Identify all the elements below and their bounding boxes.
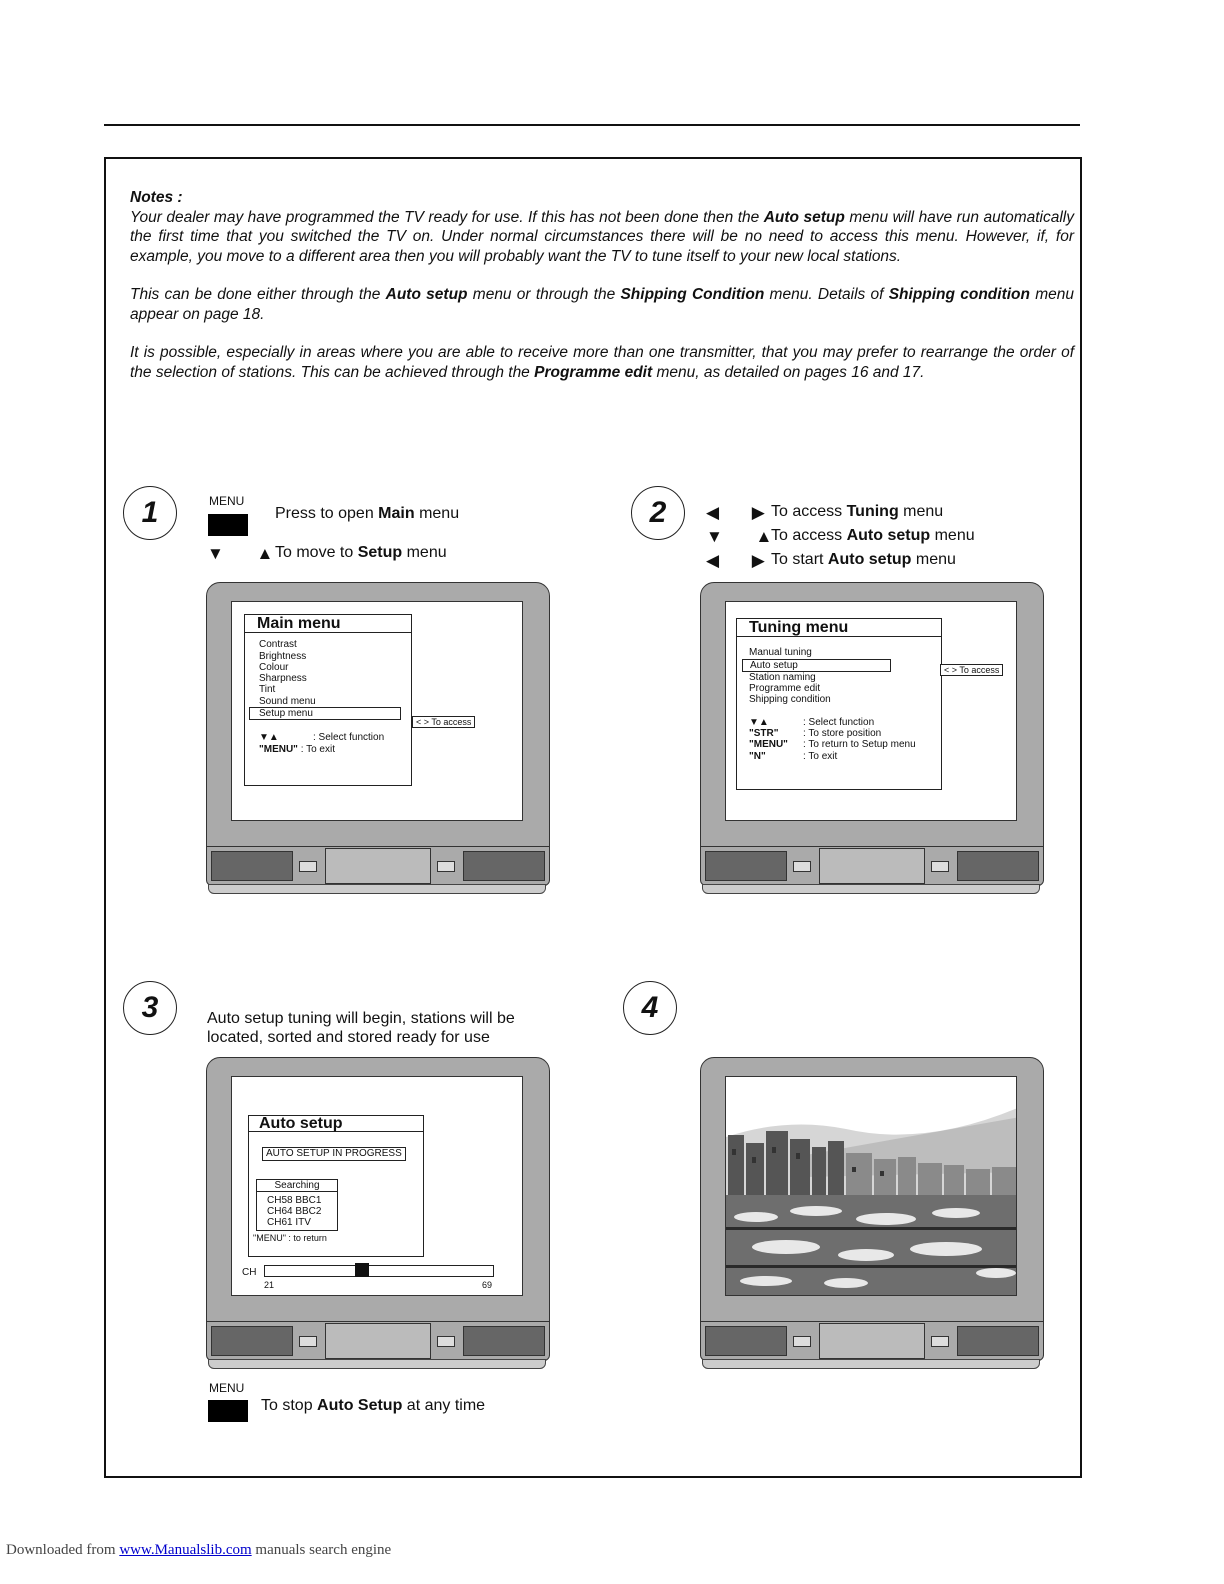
step-2-number: 2 <box>631 486 685 540</box>
menu-item-auto-setup-selected: Auto setup <box>742 659 891 672</box>
menu-item-manual-tuning: Manual tuning <box>749 647 812 659</box>
menu-item-brightness: Brightness <box>259 650 307 662</box>
menu-key-icon <box>208 1400 248 1422</box>
tv-stand <box>208 1359 546 1369</box>
tv-stand <box>208 884 546 894</box>
notes-title: Notes : <box>130 189 183 206</box>
step-1-instruction-2: To move to Setup menu <box>275 544 447 561</box>
manualslib-link[interactable]: www.Manualslib.com <box>119 1542 252 1558</box>
menu-item-sharpness: Sharpness <box>259 673 307 685</box>
harbour-photo <box>726 1077 1017 1296</box>
tv-illustration-3 <box>206 1057 550 1377</box>
notes-paragraph-3: It is possible, especially in areas where you are able to receive more than one transmitter, that you may prefer to rearrange the order of the selection of stations. This can be achieved through the Programme edit menu, as detailed on pages 16 and 17. <box>130 344 1074 381</box>
menu-item-colour: Colour <box>259 661 289 673</box>
tv-screen <box>725 601 1017 821</box>
menu-item-tint: Tint <box>259 684 276 696</box>
tv-button-right <box>437 1336 455 1347</box>
menu-key-label: MENU <box>209 494 245 508</box>
step-3-description: Auto setup tuning will begin, stations will be located, sorted and stored ready for use <box>207 1010 515 1046</box>
tv-illustration-4 <box>700 1057 1044 1377</box>
top-rule <box>104 124 1080 126</box>
speaker-right <box>957 1326 1039 1356</box>
step-3-stop-instruction: To stop Auto Setup at any time <box>261 1397 486 1414</box>
tv-button-right <box>437 861 455 872</box>
tv-button-left <box>793 861 811 872</box>
step-2-instruction-1: To access Tuning menu <box>771 503 944 520</box>
notes-paragraph-2: This can be done either through the Auto setup menu or through the Shipping Condition menu. Details of Shipping condition menu appear on page 18. <box>130 286 1075 323</box>
auto-setup-progress-label: AUTO SETUP IN PROGRESS <box>262 1147 406 1160</box>
notes-section <box>130 188 1074 401</box>
menu-key-label: MENU <box>209 1381 245 1395</box>
channel-found: CH58 BBC1 <box>267 1194 322 1206</box>
menu-item-shipping-condition: Shipping condition <box>749 694 831 706</box>
speaker-right <box>463 851 545 881</box>
tv-control-panel <box>819 1323 925 1359</box>
tuning-menu-osd: Tuning menu Manual tuning Auto setup Station naming Programme edit Shipping condition ▼▲ : Select function "STR" : To store position "MENU" : To return to Setup menu "N" : To exit <box>736 618 942 790</box>
tuning-menu-title: Tuning menu <box>737 619 941 637</box>
channel-label: CH <box>242 1267 257 1278</box>
tv-stand <box>702 884 1040 894</box>
tv-stand <box>702 1359 1040 1369</box>
channel-found: CH61 ITV <box>267 1217 311 1229</box>
step-1-number: 1 <box>123 486 177 540</box>
tv-button-right <box>931 1336 949 1347</box>
down-up-arrows-icon: ▼ ▲ <box>207 544 288 563</box>
tv-screen <box>231 1076 523 1296</box>
channel-progress-marker <box>355 1263 369 1277</box>
menu-item-contrast: Contrast <box>259 639 297 651</box>
menu-key-help-label: "MENU" <box>259 743 298 755</box>
tv-button-right <box>931 861 949 872</box>
searching-label: Searching <box>257 1180 337 1192</box>
menu-return-hint: "MENU" : to return <box>253 1232 327 1243</box>
menu-item-setup-menu-selected: Setup menu <box>249 707 401 720</box>
channel-progress-bar <box>264 1265 494 1277</box>
tv-button-left <box>793 1336 811 1347</box>
step-2-instruction-2: To access Auto setup menu <box>771 527 975 544</box>
searching-box <box>256 1179 338 1231</box>
step-2-instruction-3: To start Auto setup menu <box>771 551 956 568</box>
channel-min: 21 <box>264 1280 275 1290</box>
menu-item-sound-menu: Sound menu <box>259 695 316 707</box>
speaker-right <box>463 1326 545 1356</box>
tv-control-panel <box>325 1323 431 1359</box>
menu-item-station-naming: Station naming <box>749 671 816 683</box>
menu-key-icon <box>208 514 248 536</box>
speaker-left <box>211 851 293 881</box>
left-right-arrows-icon: ◀ ▶ <box>706 503 779 522</box>
step-4-number: 4 <box>623 981 677 1035</box>
auto-setup-osd <box>248 1115 424 1257</box>
tv-screen <box>725 1076 1017 1296</box>
arrow-keys-label: ▼▲ <box>259 732 279 744</box>
notes-paragraph-1: Your dealer may have programmed the TV ready for use. If this has not been done then the Auto setup menu will have run automatically the first time that you switched the TV on. Under normal circumstances there will be no need to access this menu. However, if, for example, you move to a different area then you will probably want the TV to tune itself to your new local stations. <box>130 208 1074 265</box>
main-menu-title: Main menu <box>245 615 411 633</box>
tv-control-panel <box>325 848 431 884</box>
down-up-arrows-icon: ▼ ▲ <box>706 527 787 546</box>
auto-setup-title: Auto setup <box>249 1116 423 1132</box>
menu-item-programme-edit: Programme edit <box>749 683 821 695</box>
tv-illustration-1 <box>206 582 550 902</box>
to-access-tag: < > To access <box>940 664 1003 676</box>
speaker-left <box>705 851 787 881</box>
tv-button-left <box>299 1336 317 1347</box>
tv-illustration-2 <box>700 582 1044 902</box>
to-access-tag: < > To access <box>412 716 475 728</box>
speaker-right <box>957 851 1039 881</box>
step-3-number: 3 <box>123 981 177 1035</box>
tv-control-panel <box>819 848 925 884</box>
download-footer: Downloaded from www.Manualslib.com manuals search engine <box>6 1542 392 1558</box>
tv-screen <box>231 601 523 821</box>
tv-button-left <box>299 861 317 872</box>
speaker-left <box>211 1326 293 1356</box>
step-1-instruction-1: Press to open Main menu <box>275 505 460 522</box>
speaker-left <box>705 1326 787 1356</box>
main-menu-osd: Main menu Contrast Brightness Colour Sharpness Tint Sound menu Setup menu ▼▲ : Select function "MENU" : To exit <box>244 614 412 786</box>
channel-max: 69 <box>482 1280 493 1290</box>
left-right-arrows-icon: ◀ ▶ <box>706 551 779 570</box>
channel-found: CH64 BBC2 <box>267 1206 322 1218</box>
